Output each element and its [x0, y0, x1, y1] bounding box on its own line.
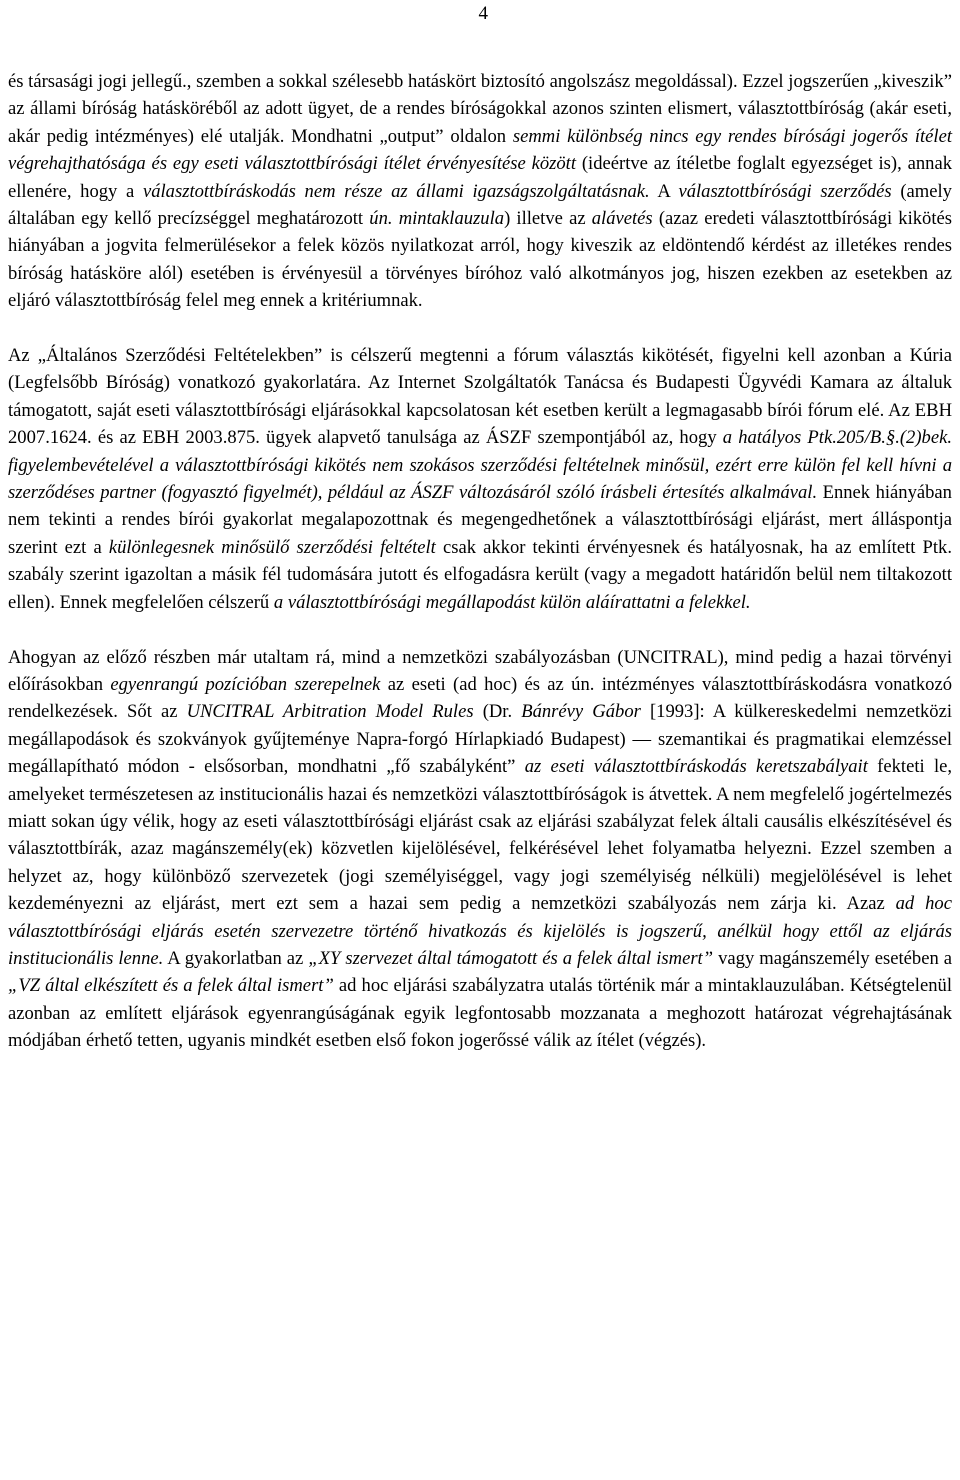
text-run: (azaz eredeti választottbírósági kikötés hiányában a jogvita felmerülésekor a felek közös nyilatkozat arról, hogy kiveszik az eldöntendő kérdést az illetékes rendes bíróság hatásköre alól) esetében is érvényesül a törvényes bíróhoz való alkotmányos jog, hiszen ezekben az esetekben az eljáró választottbíróság felel meg ennek a kritériumnak. [8, 208, 953, 312]
italic-text-run: mintaklauzula [392, 208, 505, 230]
paragraph [8, 68, 952, 315]
text-run: ) illetve az [504, 208, 592, 230]
text-run: (amely általában egy kellő precízséggel meghatározott [8, 180, 952, 230]
italic-text-run: UNCITRAL Arbitration Model Rules [186, 701, 474, 723]
text-run: Ahogyan az előző részben már utaltam rá, mind a nemzetközi szabályozásban (UNCITRAL), mind pedig a hazai törvényi előírásokban [8, 646, 952, 695]
italic-text-run: ún. [369, 208, 393, 230]
text-run: [1993]: A külkereskedelmi nemzetközi megállapodások és szokványok gyűjteménye Napra-forgó Hírlapkiadó Budapest) — szemantikai és pragmatikai elemzéssel megállapítható módon - elsősorban, mondhatni „fő szabályként” [8, 701, 952, 778]
italic-text-run: különlegesnek minősülő szerződési feltételt [108, 536, 436, 558]
text-run: csak akkor tekinti érvényesnek és hatályosnak, ha az említett Ptk. szabály szerint igazoltan a másik fél tudomására jutott és elfogadásra került (vagy a megadott határidőn belül nem tiltakozott ellen). Ennek megfelelően célszerű [8, 536, 952, 613]
italic-text-run: az eseti választottbíráskodás keretszabályait [524, 756, 868, 778]
text-run: fekteti le, amelyeket természetesen az institucionális hazai és nemzetközi választottbíróságok is átvettek. A nem megfelelő jogértelmezés miatt sokan úgy vélik, hogy az eseti választottbírósági eljárást csak az eljárási szabályzat felek általi causális elkészítésével és választottbírák, azaz magánszemély(ek) közvetlen kijelölésével, felkérésével lehet folyamatba helyezni. Ezzel szemben a helyzet az, hogy különböző szervezetek (jogi személyiséggel, vagy jogi személyiség nélküli) megjelölésével is lehet kezdeményezni az eljárást, mert ezt sem a hazai sem pedig a nemzetközi szabályozás nem zárja ki. Azaz [8, 756, 953, 915]
text-run: (ideértve az ítéletbe foglalt egyezséget is), annak ellenére, hogy a [8, 153, 953, 202]
text-run: az eseti (ad hoc) és az ún. intézményes választottbíráskodásra vonatkozó rendelkezések. Sőt az [8, 673, 952, 723]
text-run: ad hoc eljárási szabályzatra utalás történik már a mintaklauzulában. Kétségtelenül azonban az említett eljárások egyenrangúságának egyik legfontosabb mozzanata a meghozott határozat végrehajtásának módjában érhető tetten, ugyanis mindkét esetben első fokon jogerőssé válik az ítélet (végzés). [8, 975, 952, 1052]
text-run: A [649, 180, 679, 202]
italic-text-run: „XY szervezet által támogatott és a felek által ismert” [308, 947, 714, 969]
page-number: 4 [478, 3, 488, 24]
paragraph [8, 342, 952, 616]
text-run: (Dr. [473, 701, 522, 723]
text-run: Ennek hiányában nem tekinti a rendes bírói gyakorlat megalapozottnak és megengedhetőnek a választottbírósági eljárást, mert álláspontja szerint ezt a [8, 482, 952, 558]
text-run: A gyakorlatban az [163, 947, 309, 969]
italic-text-run: választottbírósági szerződés [678, 180, 892, 202]
italic-text-run: a hatályos Ptk.205/B.§.(2)bek. figyelembevételével a választottbírósági kikötés nem szokásos szerződési feltételnek minősül, ezért erre külön fel kell hívni a szerződéses partner (fogyasztó figyelmét), például az ÁSZF változásáról szóló írásbeli értesítés alkalmával. [8, 427, 952, 504]
italic-text-run: a választottbírósági megállapodást külön aláírattatni a felekkel. [273, 591, 751, 613]
italic-text-run: Bánrévy Gábor [521, 701, 641, 723]
paragraph [8, 644, 952, 1055]
italic-text-run: semmi különbség nincs egy rendes bírósági jogerős ítélet végrehajthatósága és egy eseti választottbírósági ítélet érvényesítése között [8, 125, 952, 175]
italic-text-run: választottbíráskodás nem része az állami igazságszolgáltatásnak. [142, 180, 650, 202]
italic-text-run: egyenrangú pozícióban szerepelnek [110, 673, 381, 695]
text-run: vagy magánszemély esetében a [713, 947, 953, 969]
italic-text-run: „VZ által elkészített és a felek által ismert” [8, 975, 334, 997]
italic-text-run: alávetés [591, 208, 653, 230]
text-run: Az „Általános Szerződési Feltételekben” is célszerű megtenni a fórum választás kikötését, figyelni kell azonban a Kúria (Legfelsőbb Bíróság) vonatkozó gyakorlatára. Az Internet Szolgáltatók Tanácsa és Budapesti Ügyvédi Kamara az általuk támogatott, saját eseti választottbírósági eljárásokkal kapcsolatosan két esetben került a legmagasabb bírói fórum elé. Az EBH 2007.1624. és az EBH 2003.875. ügyek alapvető tanulsága az ÁSZF szempontjából az, hogy [8, 345, 952, 449]
document-body [8, 68, 952, 1055]
italic-text-run: ad hoc választottbírósági eljárás esetén szervezetre történő hivatkozás és kijelölés is jogszerű, anélkül hogy ettől az eljárás institucionális lenne. [8, 893, 952, 969]
text-run: és társasági jogi jellegű., szemben a sokkal szélesebb hatáskört biztosító angolszász megoldással). Ezzel jogszerűen „kiveszik” az állami bíróság hatásköréből az adott ügyet, de a rendes bíróságokkal azonos szinten elismert, választottbíróság (akár eseti, akár pedig intézményes) elé utalják. Mondhatni „output” oldalon [8, 71, 952, 147]
